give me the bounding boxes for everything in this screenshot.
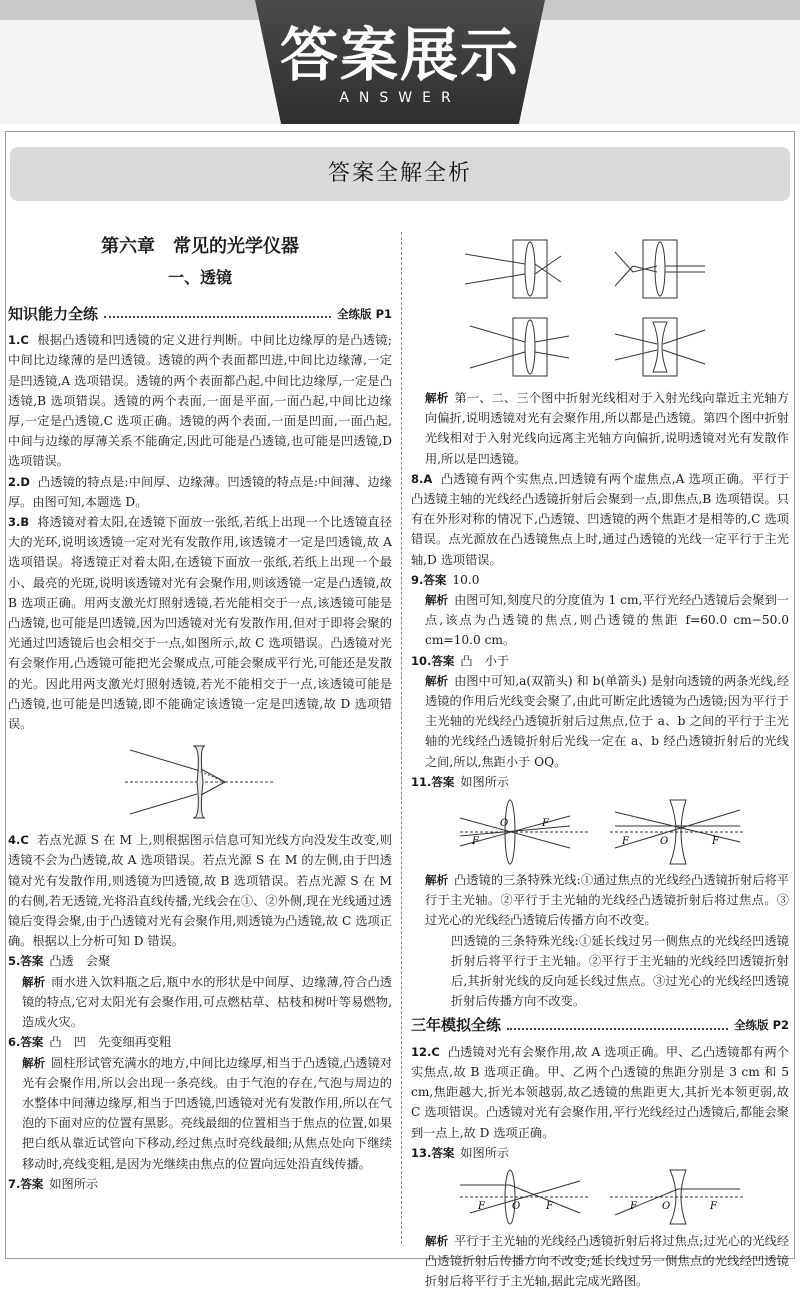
answer-q13: [411, 1143, 789, 1163]
answer-q5: [8, 951, 392, 971]
leader-dots: [507, 1028, 728, 1030]
question-number: 6.: [8, 1035, 21, 1050]
answer-label: 答案: [20, 954, 44, 969]
optical-center-label: O: [662, 1200, 671, 1212]
header-banner: [0, 0, 800, 124]
question-number: 7.: [8, 1176, 21, 1191]
answer-value: 凸透 会聚: [49, 954, 111, 969]
analysis-label: 解析: [425, 391, 449, 405]
analysis-q13: [411, 1231, 789, 1292]
answer-label: 答案: [20, 1176, 44, 1191]
answer-label: 答案: [431, 1145, 455, 1160]
question-number: 4.C: [8, 833, 29, 848]
analysis-q7: [411, 388, 789, 469]
optical-center-label: O: [512, 1200, 521, 1212]
answer-q9: [411, 570, 789, 590]
question-number: 12.C: [411, 1044, 440, 1059]
answer-text: 将透镜对着太阳,在透镜下面放一张纸,若纸上出现一个比透镜直径大的光环,说明该透镜一定对光有发散作用,该透镜才一定是凹透镜,故 A 选项错误。将透镜正对着太阳,在透镜下面放一张纸,若纸上出现一个最小、最亮的光斑,说明该透镜对光有会聚作用,则该透镜一定是凸透镜,故 B 选项正确。用两支激光灯照射透镜,若光能相交于一点,该透镜可能是凸透镜,也可能是凹透镜,因为凹透镜对光有发散作用,但对于即将会聚的光通过凹透镜后也会相交于一点,如图所示,故 C 选项错误。凸透镜对光有会聚作用,凸透镜可能把光会聚成点,可能会聚成平行光,可能还是发散的光。因此用两支激光灯照射透镜,若光不能相交于一点,该透镜可能是凸透镜,也可能是凹透镜,即不能确定该透镜一定是凹透镜,故 D 选项错误。: [8, 515, 393, 732]
answer-value: 凸 小于: [460, 653, 510, 668]
analysis-q10: [411, 671, 789, 772]
answer-q7: [8, 1174, 392, 1194]
focus-label: F: [712, 836, 719, 848]
special-rays-figure: [450, 796, 750, 866]
left-column: [8, 230, 392, 1194]
answer-label: 答案: [423, 572, 447, 587]
analysis-text: 第一、二、三个图中折射光线相对于入射光线向靠近主光轴方向偏折,说明透镜对光有会聚作用,所以都是凸透镜。第四个图中折射光线相对于入射光线向远离主光轴方向偏折,说明透镜对光有发散作用,所以是凹透镜。: [425, 391, 790, 466]
answer-q8: [411, 469, 789, 570]
answer-q12: [411, 1042, 789, 1143]
analysis-text: 平行于主光轴的光线经凸透镜折射后将过焦点;过光心的光线经凸透镜折射后传播方向不改变;延长线过另一侧焦点的光线经凹透镜折射后将平行于主光轴,据此完成光路图。: [425, 1233, 790, 1289]
chapter-title: 第六章 常见的光学仪器: [101, 236, 299, 257]
focus-label: F: [630, 1200, 637, 1212]
answer-text: 凸透镜对光有会聚作用,故 A 选项正确。甲、乙凸透镜都有两个实焦点,故 B 选项正确。甲、乙两个凸透镜的焦距分别是 3 cm 和 5 cm,焦距越大,折光本领越弱,故乙透镜的焦距更大,其折光本领更弱,故 C 选项错误。凸透镜对光有会聚作用,平行光线经过凸透镜后,都能会聚到一点上,故 D 选项正确。: [411, 1044, 789, 1140]
optical-center-label: O: [660, 836, 669, 848]
analysis-text: 由图中可知,a(双箭头) 和 b(单箭头) 是射向透镜的两条光线,经透镜的作用后光线变会聚了,由此可断定此透镜为凸透镜;因为平行于主光轴的光线经凸透镜折射后过焦点,位于 a、b 之间的平行于主光轴的光线经凸透镜折射后光线一定在 a、b 经凸透镜折射后的光线之间,所以,焦距小于 OQ。: [425, 673, 790, 769]
banner-title: 答案展示: [279, 21, 520, 89]
section-edition: 全练版 P2: [734, 1018, 789, 1033]
section-header-knowledge: [8, 304, 392, 324]
answer-text: 根据凸透镜和凹透镜的定义进行判断。中间比边缘厚的是凸透镜;中间比边缘薄的是凹透镜。透镜的两个表面都凹进,中间比边缘薄,一定是凹透镜,A 选项错误。透镜的两个表面都凸起,中间比边缘厚,一定是凸透镜,B 选项错误。透镜的两个表面,一面是平面,一面凸起,中间比边缘厚,一定是凸透镜,C 选项正确。透镜的两个表面,一面是凹面,一面凸起,中间与边缘的厚薄关系不能确定,因此可能是凸透镜,也可能是凹透镜,D 选项错误。: [8, 333, 392, 469]
answer-text: 凸透镜有两个实焦点,凹透镜有两个虚焦点,A 选项正确。平行于凸透镜主轴的光线经凸透镜折射后会聚到一点,即焦点,B 选项错误。只有在外形对称的情况下,凸透镜、凹透镜的两个焦距才是相等的,C 选项错误。点光源放在凸透镜焦点上时,通过凸透镜的光线一定平行于主光轴,D 选项错误。: [411, 471, 789, 567]
answer-q2: [8, 472, 392, 512]
analysis-label: 解析: [425, 593, 449, 608]
question-number: 13.: [411, 1145, 432, 1160]
answer-label: 答案: [20, 1035, 44, 1050]
answer-value: 如图所示: [460, 774, 510, 789]
analysis-q9: [411, 590, 789, 651]
answer-q10: [411, 651, 789, 671]
analysis-text: 圆柱形试管充满水的地方,中间比边缘厚,相当于凸透镜,凸透镜对光有会聚作用,所以会出现一条亮线。由于气泡的存在,气泡与周边的水整体中间薄边缘厚,相当于凹透镜,凹透镜对光有发散作用,所以在气泡的下面对应的位置有黑影。亮线最细的位置相当于焦点的位置,如果把白纸从靠近试管向下移动,经过焦点时亮线最细;从焦点处向下继续移动时,亮线变粗,是因为光继续由焦点的位置向远处沿直线传播。: [22, 1055, 393, 1171]
section-header-simulation: [411, 1015, 789, 1035]
question-number: 11.: [411, 774, 432, 789]
answer-q4: [8, 830, 392, 951]
focus-label: F: [542, 818, 549, 830]
analysis-q11: [411, 870, 789, 931]
focus-label: F: [546, 1200, 553, 1212]
right-column: [411, 230, 789, 1292]
answer-q6: [8, 1032, 392, 1052]
answer-value: 如图所示: [49, 1176, 99, 1191]
answer-q1: [8, 330, 392, 471]
analysis-label: 解析: [425, 1233, 449, 1248]
question-number: 8.A: [411, 471, 433, 486]
question-number: 2.D: [8, 474, 30, 489]
column-divider: [401, 232, 402, 1244]
answer-text: 若点光源 S 在 M 上,则根据图示信息可知光线方向没发生改变,则透镜不会为凸透镜,故 A 选项错误。若点光源 S 在 M 的左侧,由于凹透镜对光有发散作用,则透镜为凹透镜,故 B 选项错误。若点光源 S 在 M 的右侧,若无透镜,光将沿直线传播,光线会在①、②外侧,现在光线通过透镜后变得会聚,由于凸透镜对光有会聚作用,则透镜为凸透镜,故 C 选项正确。根据以上分析可知 D 错误。: [8, 833, 392, 949]
analysis-q5: [8, 972, 392, 1033]
focus-label: F: [622, 836, 629, 848]
question-number: 3.B: [8, 515, 30, 530]
answer-q11: [411, 772, 789, 792]
analysis-label: 解析: [425, 873, 449, 888]
answer-label: 答案: [431, 653, 455, 668]
focus-label: F: [472, 836, 479, 848]
analysis-text: 凹透镜的三条特殊光线:①延长线过另一侧焦点的光线经凹透镜折射后将平行于主光轴。②平行于主光轴的光线经凹透镜折射后,其折射光线的反向延长线过焦点。③过光心的光线经凹透镜折射后传播方向不改变。: [451, 933, 789, 1009]
question-number: 5.: [8, 954, 21, 969]
answer-q3: [8, 512, 392, 734]
section-title: 三年模拟全练: [411, 1016, 502, 1035]
leader-dots: [104, 316, 331, 318]
optical-center-label: O: [500, 818, 509, 830]
analysis-label: 解析: [22, 1055, 46, 1070]
section-title: 知识能力全练: [8, 305, 99, 323]
analysis-q6: [8, 1053, 392, 1174]
banner-subtitle: ANSWER: [339, 90, 461, 106]
answer-text: 凸透镜的特点是:中间厚、边缘薄。凹透镜的特点是:中间薄、边缘厚。由图可知,本题选 D。: [8, 474, 392, 509]
answer-value: 10.0: [452, 572, 480, 587]
question-number: 10.: [411, 653, 432, 668]
answer-value: 凸 凹 先变细再变粗: [49, 1035, 172, 1050]
analysis-label: 解析: [22, 974, 46, 989]
focus-label: F: [710, 1200, 717, 1212]
question-number: 9.: [411, 572, 424, 587]
analysis-label: 解析: [425, 673, 449, 688]
concave-lens-figure: [125, 738, 275, 826]
analysis-text: 凸透镜的三条特殊光线:①通过焦点的光线经凸透镜折射后将平行于主光轴。②平行于主光轴的光线经凸透镜折射后将过焦点。③过光心的光线经凸透镜后传播方向不改变。: [425, 873, 790, 928]
question-number: 1.C: [8, 333, 29, 348]
section-edition: 全练版 P1: [337, 307, 392, 321]
focus-label: F: [478, 1200, 485, 1212]
analysis-q11-concave: [411, 931, 789, 1012]
analysis-text: 雨水进入饮料瓶之后,瓶中水的形状是中间厚、边缘薄,符合凸透镜的特点,它对太阳光有会聚作用,可点燃枯草、枯枝和树叶等易燃物,造成火灾。: [22, 974, 392, 1030]
answer-label: 答案: [431, 774, 455, 789]
chapter-subtitle: 一、透镜: [167, 268, 232, 287]
answer-value: 如图所示: [460, 1145, 510, 1160]
lens-diagrams-figure: [465, 234, 735, 384]
section-bar: 答案全解全析: [10, 147, 790, 201]
analysis-text: 由图可知,刻度尺的分度值为 1 cm,平行光经凸透镜后会聚到一点,该点为凸透镜的焦点,则凸透镜的焦距 f=60.0 cm−50.0 cm=10.0 cm。: [425, 593, 789, 648]
light-path-figure: [450, 1167, 750, 1227]
